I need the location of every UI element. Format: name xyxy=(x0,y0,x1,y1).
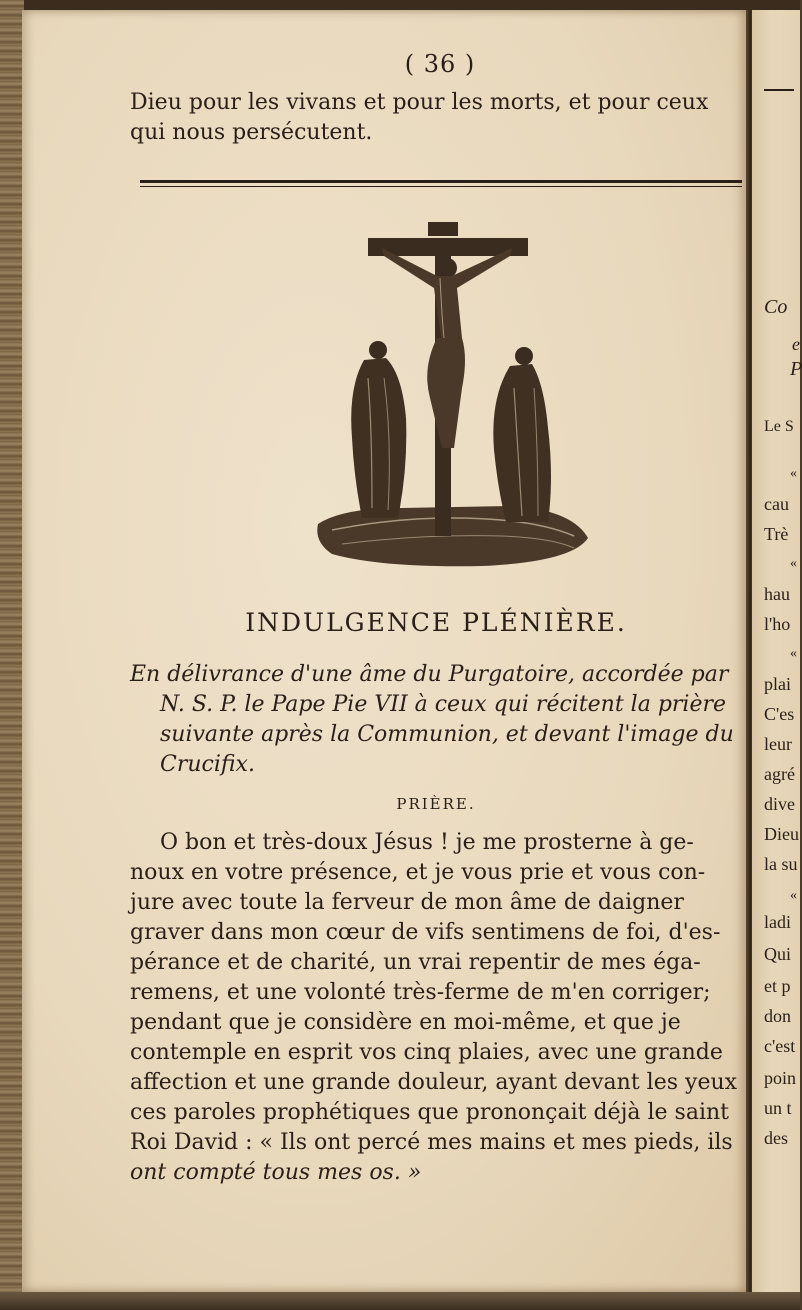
prayer-line: affection et une grande douleur, ayant devant les yeux xyxy=(130,1070,738,1095)
crucifix-engraving xyxy=(312,218,594,574)
next-page-fragment: P xyxy=(790,358,802,380)
prayer-line: O bon et très-doux Jésus ! je me prosterne à ge- xyxy=(160,830,694,855)
next-page-fragment: e xyxy=(792,334,800,354)
prayer-line: contemple en esprit vos cinq plaies, avec une grande xyxy=(130,1040,723,1065)
prayer-line: pendant que je considère en moi-même, et que je xyxy=(130,1010,681,1035)
intro-line: N. S. P. le Pape Pie VII à ceux qui récitent la prière xyxy=(160,692,727,717)
book-bottom-edge xyxy=(0,1292,800,1310)
prayer-line: pérance et de charité, un vrai repentir de mes éga- xyxy=(130,950,701,975)
book-edge xyxy=(0,0,24,1310)
next-page-fragment: plai xyxy=(764,674,791,694)
next-page-fragment: agré xyxy=(764,764,795,784)
text-line: qui nous persécutent. xyxy=(130,120,373,145)
section-heading: INDULGENCE PLÉNIÈRE. xyxy=(245,608,627,637)
next-page-fragment: hau xyxy=(764,584,790,604)
next-page-fragment: Qui xyxy=(764,944,791,964)
section-divider-thin xyxy=(140,186,742,187)
page-number: ( 36 ) xyxy=(404,50,476,78)
next-page-fragment: « xyxy=(790,466,797,481)
next-page-fragment: leur xyxy=(764,734,792,754)
next-page-fragment: Co xyxy=(764,296,788,318)
prayer-line: jure avec toute la ferveur de mon âme de daigner xyxy=(130,890,684,915)
intro-line: En délivrance d'une âme du Purgatoire, accordée par xyxy=(130,662,729,687)
next-page-rule xyxy=(764,78,794,99)
prayer-closing: ont compté tous mes os. » xyxy=(130,1160,422,1185)
prayer-title: PRIÈRE. xyxy=(396,795,476,813)
next-page-fragment: « xyxy=(790,556,797,571)
next-page-fragment: « xyxy=(790,646,797,661)
next-page-fragment: des xyxy=(764,1128,788,1148)
next-page-fragment: l'ho xyxy=(764,614,791,634)
prayer-line: Roi David : « Ils ont percé mes mains et mes pieds, ils xyxy=(130,1130,733,1155)
next-page-fragment: C'es xyxy=(764,704,795,724)
next-page-fragment: un t xyxy=(764,1098,792,1118)
next-page-fragment: c'est xyxy=(764,1036,796,1056)
next-page-fragment: dive xyxy=(764,794,795,814)
prayer-line: remens, et une volonté très-ferme de m'en corriger; xyxy=(130,980,711,1005)
intro-line: suivante après la Communion, et devant l'image du xyxy=(160,722,734,747)
prayer-line: ces paroles prophétiques que prononçait déjà le saint xyxy=(130,1100,730,1125)
next-page-fragment: Le S xyxy=(764,418,794,435)
prayer-line: noux en votre présence, et je vous prie et vous con- xyxy=(130,860,706,885)
intro-line: Crucifix. xyxy=(160,752,255,777)
prayer-line: graver dans mon cœur de vifs sentimens de foi, d'es- xyxy=(130,920,721,945)
next-page-fragment: et p xyxy=(764,976,791,996)
next-page-fragment: Dieu xyxy=(764,824,799,844)
text-line: Dieu pour les vivans et pour les morts, et pour ceux xyxy=(130,90,709,115)
next-page-fragment: poin xyxy=(764,1068,797,1088)
next-page-fragment: ladi xyxy=(764,912,791,932)
next-page-fragment: Trè xyxy=(764,524,789,544)
next-page-fragment: « xyxy=(790,888,797,903)
next-page-fragment: la su xyxy=(764,854,798,874)
next-page-fragment: don xyxy=(764,1006,791,1026)
next-page-fragment: cau xyxy=(764,494,789,514)
section-divider xyxy=(140,180,742,183)
